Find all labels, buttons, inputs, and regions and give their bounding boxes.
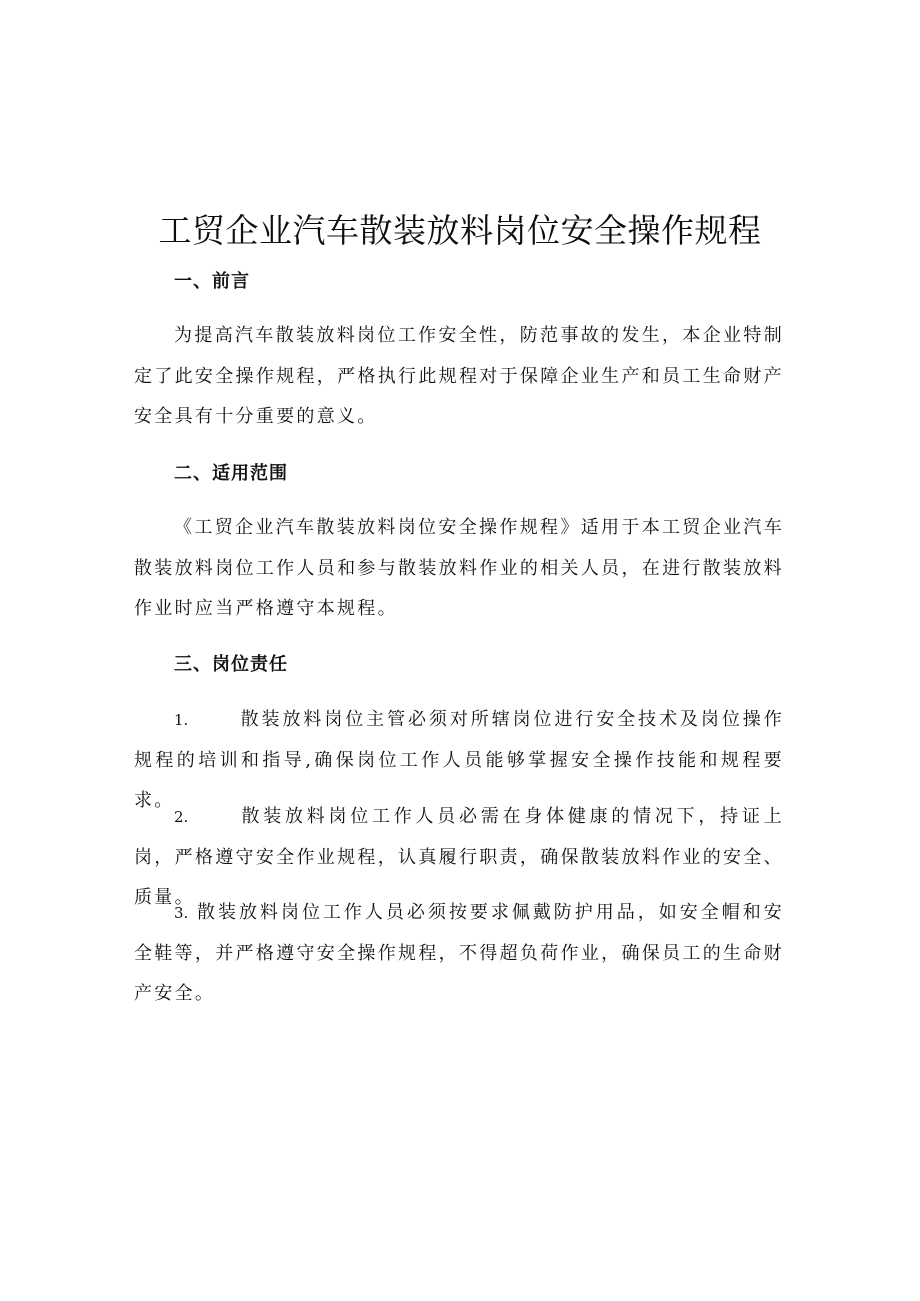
duty-item-number: 1. [174,711,189,729]
duty-item-number: 2. [174,808,189,826]
preface-text: 为提高汽车散装放料岗位工作安全性，防范事故的发生，本企业特制定了此安全操作规程，严格执行此规程对于保障企业生产和员工生命财产安全具有十分重要的意义。 [134,325,784,427]
scope-text: 《工贸企业汽车散装放料岗位安全操作规程》适用于本工贸企业汽车散装放料岗位工作人员和参与散装放料作业的相关人员，在进行散装放料作业时应当严格遵守本规程。 [134,517,784,619]
duty-item-text: 散装放料岗位工作人员必须按要求佩戴防护用品，如安全帽和安全鞋等，并严格遵守安全操作规程，不得超负荷作业，确保员工的生命财产安全。 [134,902,784,1004]
preface-paragraph [134,316,784,438]
duty-item-text: 散装放料岗位主管必须对所辖岗位进行安全技术及岗位操作规程的培训和指导,确保岗位工作人员能够掌握安全操作技能和规程要求。 [134,709,784,811]
scope-paragraph [134,508,784,630]
duty-item-text: 散装放料岗位工作人员必需在身体健康的情况下，持证上岗，严格遵守安全作业规程，认真履行职责，确保散装放料作业的安全、质量。 [134,806,784,908]
section-heading-preface: 一、前言 [174,271,250,292]
section-heading-duties: 三、岗位责任 [174,654,288,675]
section-heading-scope: 二、适用范围 [174,463,288,484]
duty-item [134,893,784,1015]
duty-item-number: 3. [174,904,189,922]
document-title: 工贸企业汽车散装放料岗位安全操作规程 [158,211,762,250]
